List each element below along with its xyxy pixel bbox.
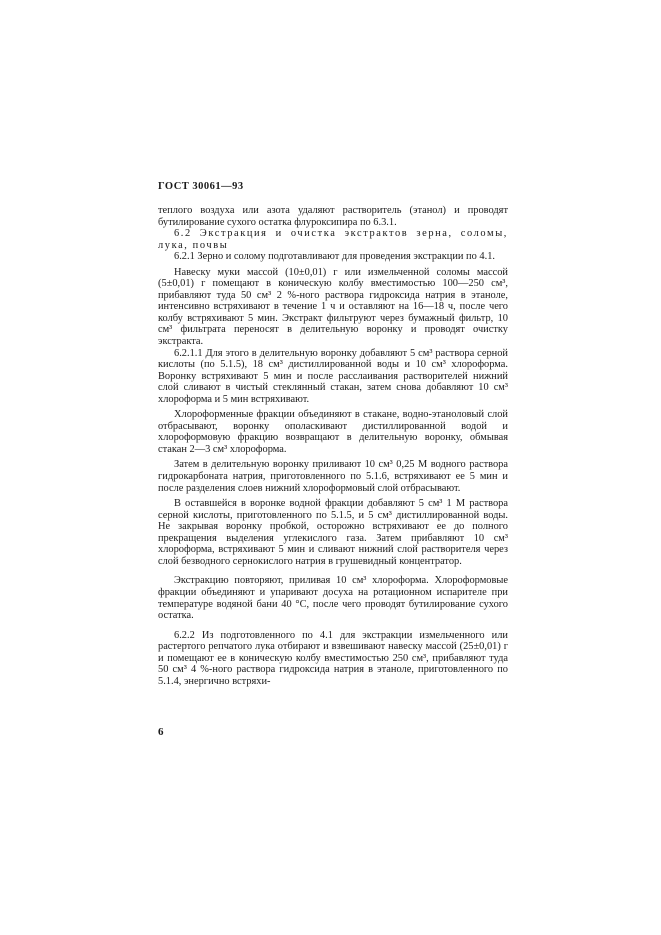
- paragraph-6-2-2: 6.2.2 Из подготовленного по 4.1 для экстракции измельченного или растертого репчатого лука отбирают и взвешивают навеску массой (25±0,01) г и помещают ее в коническую колбу вместимостью 250 см³, прибавляют туда 50 см³ 4 %-ного раствора гидроксида натрия в этаноле, приготовленного по 5.1.4, энергично встряхи-: [158, 629, 508, 687]
- paragraph-6-2-1-1: 6.2.1.1 Для этого в делительную воронку добавляют 5 см³ раствора серной кислоты (по 5.1.5), 18 см³ дистиллированной воды и 10 см³ хлороформа. Воронку встряхивают 5 мин и после расслаивания растворителей нижний слой сливают в чистый стеклянный стакан, затем снова добавляют 10 см³ хлороформа и 5 мин встряхивают.: [158, 347, 508, 405]
- document-header-code: ГОСТ 30061—93: [158, 181, 244, 192]
- paragraph-chloroform-fractions: Хлороформенные фракции объединяют в стакане, водно-этаноловый слой отбрасывают, воронку ополаскивают дистиллированной водой и хлороформовую фракцию возвращают в делительную воронку, обмывая стакан 2—3 см³ хлороформа.: [158, 409, 508, 455]
- paragraph-sample-mass: Навеску муки массой (10±0,01) г или измельченной соломы массой (5±0,01) г помещают в коническую колбу вместимостью 100—250 см³, прибавляют туда 50 см³ 2 %-ного раствора гидроксида натрия в этаноле, интенсивно встряхивают в течение 1 ч и оставляют на 16—18 ч, после чего колбу встряхивают 5 мин. Экстракт фильтруют через бумажный фильтр, 10 см³ фильтрата переносят в делительную воронку и проводят очистку экстракта.: [158, 266, 508, 348]
- paragraph-6-2-1: 6.2.1 Зерно и солому подготавливают для проведения экстракции по 4.1.: [174, 251, 495, 263]
- body-text: [158, 205, 508, 687]
- section-heading-6-2: 6.2 Экстракция и очистка экстрактов зерна, соломы, лука, почвы: [158, 228, 508, 251]
- page-number: 6: [158, 726, 164, 738]
- paragraph-aqueous-fraction: В оставшейся в воронке водной фракции добавляют 5 см³ 1 М раствора серной кислоты, приготовленного по 5.1.5, и 5 см³ дистиллированной воды. Не закрывая воронку пробкой, осторожно встряхивают ее до полного прекращения выделения углекислого газа. Затем прибавляют 10 см³ хлороформа, встряхивают 5 мин и сливают нижний слой растворителя через слой безводного сернокислого натрия в грушевидный концентратор.: [158, 498, 508, 567]
- paragraph-continuation: теплого воздуха или азота удаляют растворитель (этанол) и проводят бутилирование сухого остатка флуроксипира по 6.3.1.: [158, 205, 508, 228]
- paragraph-bicarbonate: Затем в делительную воронку приливают 10 см³ 0,25 М водного раствора гидрокарбоната натрия, приготовленного по 5.1.6, встряхивают ее 5 мин и после разделения слоев нижний хлороформовый слой отбрасывают.: [158, 459, 508, 494]
- paragraph-extraction-repeat: Экстракцию повторяют, приливая 10 см³ хлороформа. Хлороформовые фракции объединяют и упаривают досуха на ротационном испарителе при температуре водяной бани 40 °С, после чего проводят бутилирование сухого остатка.: [158, 575, 508, 622]
